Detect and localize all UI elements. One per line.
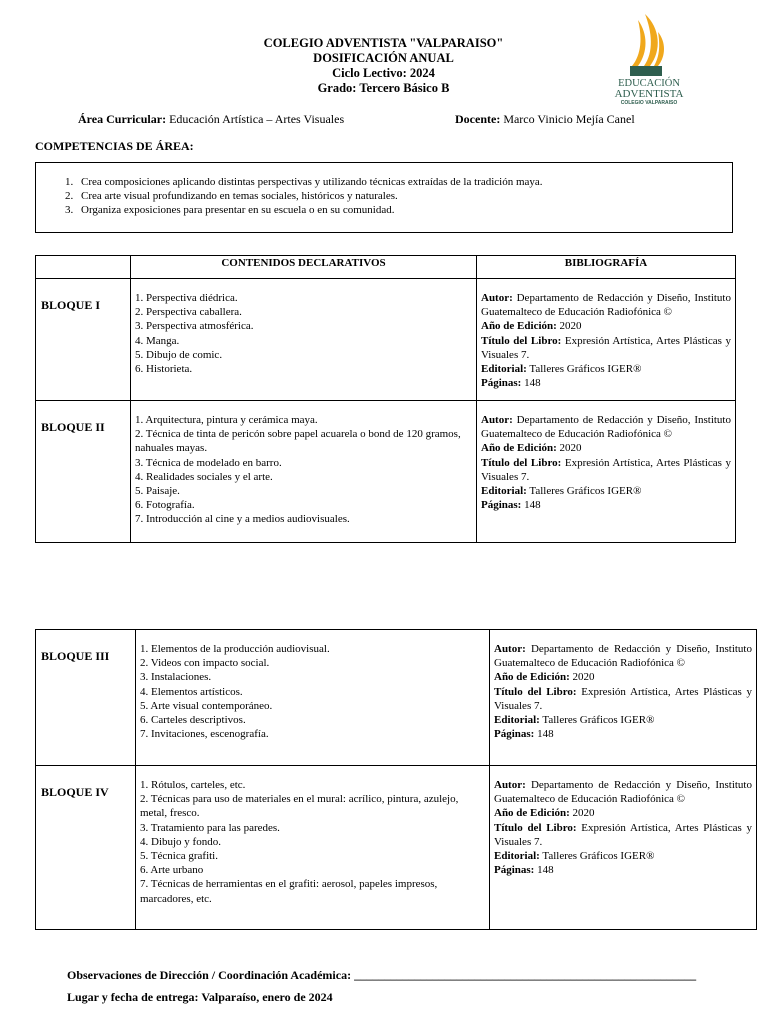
bib-publisher: Editorial: Talleres Gráficos IGER®: [494, 850, 655, 863]
block-contents: [131, 401, 477, 543]
content-item: 6. Fotografía.: [135, 499, 195, 512]
bib-pages: Páginas: 148: [494, 864, 554, 877]
adventist-education-logo: [600, 10, 698, 106]
content-item: 1. Perspectiva diédrica.: [135, 292, 238, 304]
block-name: BLOQUE IV: [36, 766, 136, 930]
blocks-table-1: [35, 255, 736, 543]
content-item: 6. Carteles descriptivos.: [140, 714, 246, 727]
bib-year: Año de Edición: 2020: [481, 442, 582, 455]
content-item: 7. Invitaciones, escenografía.: [140, 728, 269, 741]
content-item: 1. Elementos de la producción audiovisual.: [140, 643, 330, 655]
content-item: 2. Perspectiva caballera.: [135, 306, 242, 319]
competency-item: 1. Crea composiciones aplicando distintas perspectivas y utilizando técnicas extraídas de la tradición maya.: [76, 175, 732, 189]
bib-author: Autor: Departamento de Redacción y Diseño, Instituto Guatemalteco de Educación Radiofónica ©: [494, 779, 752, 806]
block-contents: [136, 630, 490, 766]
bib-author: Autor: Departamento de Redacción y Diseño, Instituto Guatemalteco de Educación Radiofónica ©: [494, 643, 752, 670]
content-item: 2. Videos con impacto social.: [140, 657, 270, 670]
competencies-title: COMPETENCIAS DE ÁREA:: [35, 139, 194, 153]
content-item: 5. Técnica grafiti.: [140, 850, 218, 863]
bib-publisher: Editorial: Talleres Gráficos IGER®: [481, 363, 642, 376]
document-title: DOSIFICACIÓN ANUAL: [313, 51, 454, 65]
content-item: 3. Técnica de modelado en barro.: [135, 456, 282, 469]
header-biblio: BIBLIOGRAFÍA: [477, 256, 736, 279]
block-bibliography: [477, 279, 736, 401]
content-item: 6. Historieta.: [135, 363, 193, 376]
content-item: 4. Elementos artísticos.: [140, 685, 243, 698]
logo-line3: COLEGIO VALPARAISO: [620, 100, 678, 106]
content-item: 1. Arquitectura, pintura y cerámica maya.: [135, 414, 318, 426]
header-contents: CONTENIDOS DECLARATIVOS: [131, 256, 477, 279]
bib-title: Título del Libro: Expresión Artística, Artes Plásticas y Visuales 7.: [494, 821, 752, 848]
bib-publisher: Editorial: Talleres Gráficos IGER®: [494, 714, 655, 727]
block-name: BLOQUE II: [36, 401, 131, 543]
flame-icon: [644, 14, 658, 66]
bib-title: Título del Libro: Expresión Artística, Artes Plásticas y Visuales 7.: [494, 685, 752, 712]
content-item: 5. Paisaje.: [135, 485, 180, 498]
block-bibliography: [490, 766, 757, 930]
bib-author: Autor: Departamento de Redacción y Diseño, Instituto Guatemalteco de Educación Radiofónica ©: [481, 292, 731, 319]
content-item: 5. Arte visual contemporáneo.: [140, 699, 273, 712]
bib-year: Año de Edición: 2020: [494, 671, 595, 684]
content-item: 3. Perspectiva atmosférica.: [135, 320, 254, 333]
content-item: 5. Dibujo de comic.: [135, 348, 223, 361]
table-row: [36, 279, 736, 401]
block-bibliography: [477, 401, 736, 543]
header-empty: [36, 256, 131, 279]
logo-line1: EDUCACIÓN: [618, 78, 680, 89]
school-name: COLEGIO ADVENTISTA "VALPARAISO": [263, 36, 504, 50]
bib-year: Año de Edición: 2020: [494, 807, 595, 820]
bib-pages: Páginas: 148: [481, 499, 541, 512]
observations-line: Observaciones de Dirección / Coordinación Académica: _________________________________________________________: [67, 968, 697, 982]
content-item: 2. Técnica de tinta de pericón sobre papel acuarela o bond de 120 gramos, nahuales mayas.: [135, 428, 461, 455]
area-value: Educación Artística – Artes Visuales: [166, 112, 345, 126]
content-item: 7. Introducción al cine y a medios audiovisuales.: [135, 513, 350, 526]
content-item: 4. Manga.: [135, 334, 180, 347]
content-item: 3. Instalaciones.: [140, 671, 212, 684]
block-name: BLOQUE III: [36, 630, 136, 766]
content-item: 3. Tratamiento para las paredes.: [140, 821, 280, 834]
content-item: 7. Técnicas de herramientas en el grafiti: aerosol, papeles impresos, marcadores, etc.: [140, 878, 438, 905]
school-cycle: Ciclo Lectivo: 2024: [332, 66, 435, 80]
bib-publisher: Editorial: Talleres Gráficos IGER®: [481, 485, 642, 498]
logo-line2: ADVENTISTA: [614, 88, 684, 100]
competencies-box: [35, 162, 733, 233]
teacher-value: Marco Vinicio Mejía Canel: [500, 112, 635, 126]
blocks-table-2: [35, 629, 757, 930]
block-bibliography: [490, 630, 757, 766]
delivery-line: Lugar y fecha de entrega: Valparaíso, enero de 2024: [67, 990, 333, 1004]
grade: Grado: Tercero Básico B: [317, 81, 450, 95]
block-contents: [131, 279, 477, 401]
block-contents: [136, 766, 490, 930]
content-item: 2. Técnicas para uso de materiales en el mural: acrílico, pintura, azulejo, metal, fresco.: [140, 793, 459, 820]
table-row: [36, 630, 757, 766]
area-label: Área Curricular:: [78, 112, 167, 126]
content-item: 4. Realidades sociales y el arte.: [135, 470, 273, 483]
block-name: BLOQUE I: [36, 279, 131, 401]
content-item: 6. Arte urbano: [140, 864, 204, 877]
bib-title: Título del Libro: Expresión Artística, Artes Plásticas y Visuales 7.: [481, 456, 731, 483]
bib-pages: Páginas: 148: [481, 377, 541, 390]
bib-title: Título del Libro: Expresión Artística, Artes Plásticas y Visuales 7.: [481, 334, 731, 361]
bib-pages: Páginas: 148: [494, 728, 554, 741]
table-header-row: [36, 256, 736, 279]
bib-author: Autor: Departamento de Redacción y Diseño, Instituto Guatemalteco de Educación Radiofónica ©: [481, 414, 731, 441]
curricular-area: [78, 112, 344, 127]
table-row: [36, 766, 757, 930]
teacher: [455, 112, 635, 127]
competency-item: 2. Crea arte visual profundizando en temas sociales, históricos y naturales.: [76, 189, 732, 203]
competency-item: 3. Organiza exposiciones para presentar en su escuela o en su comunidad.: [76, 203, 732, 217]
content-item: 1. Rótulos, carteles, etc.: [140, 779, 246, 791]
teacher-label: Docente:: [455, 112, 501, 126]
table-row: [36, 401, 736, 543]
bib-year: Año de Edición: 2020: [481, 320, 582, 333]
content-item: 4. Dibujo y fondo.: [140, 835, 221, 848]
